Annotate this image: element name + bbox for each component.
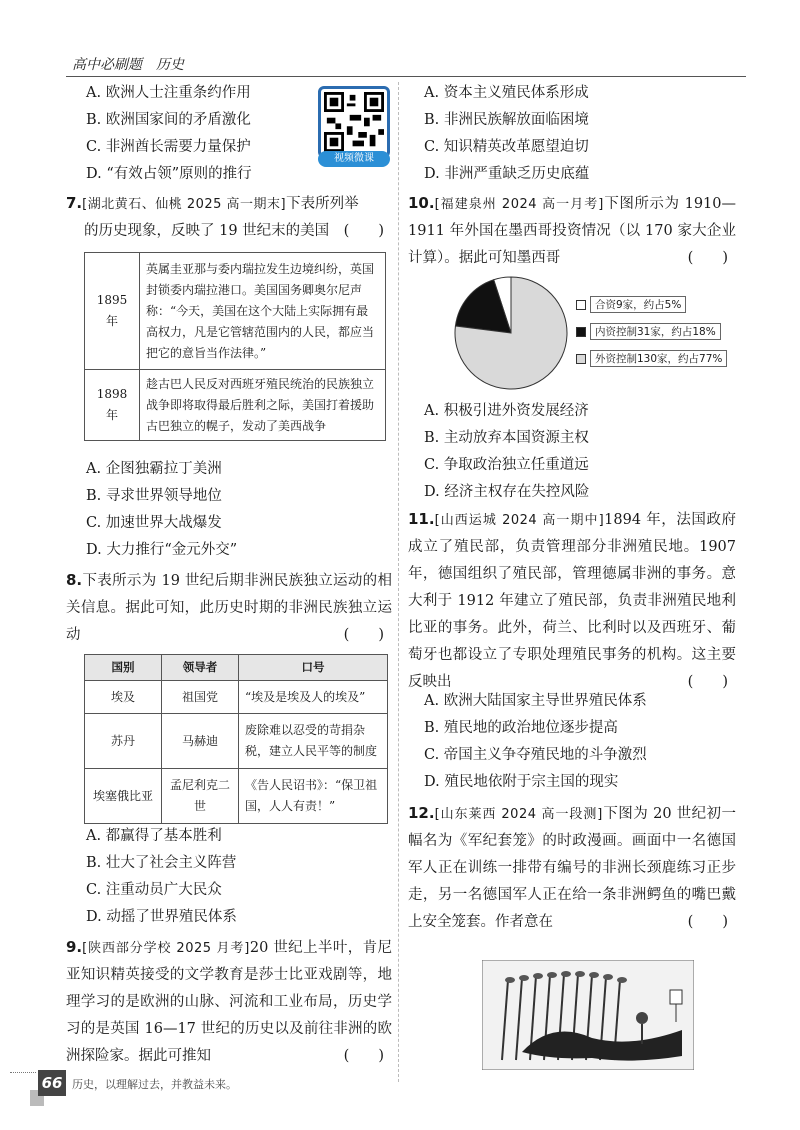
question-12 xyxy=(408,800,736,936)
question-11 xyxy=(408,506,736,696)
q10-option-a[interactable]: A. 积极引进外资发展经济 xyxy=(424,403,589,419)
q9-option-a[interactable]: A. 资本主义殖民体系形成 xyxy=(424,85,589,101)
q8-option-a[interactable]: A. 都赢得了基本胜利 xyxy=(86,828,222,844)
q11-option-b[interactable]: B. 殖民地的政治地位逐步提高 xyxy=(424,720,618,736)
table-row xyxy=(85,681,388,714)
table-header-row xyxy=(85,655,388,681)
q6-option-d-wrap xyxy=(86,161,252,188)
q8-number: 8. xyxy=(66,571,83,589)
q11-option-a[interactable]: A. 欧洲大陆国家主导世界殖民体系 xyxy=(424,693,647,709)
legend-swatch xyxy=(576,327,586,337)
investment-pie-chart xyxy=(452,274,570,392)
q7-option-d[interactable]: D. 大力推行“金元外交” xyxy=(86,542,238,558)
q12-text: 下图为 20 世纪初一幅名为《军纪套笼》的时政漫画。画面中一名德国军人正在训练一排带有编号的非洲长颈鹿练习正步走，另一名德国军人正在给一条非洲鳄鱼的嘴巴戴上安全笼套。作者意在 xyxy=(408,806,736,930)
q9-option-d[interactable]: D. 非洲严重缺乏历史底蕴 xyxy=(424,166,590,182)
q10-source: [福建泉州 2024 高一月考] xyxy=(434,197,604,212)
q8-text: 下表所示为 19 世纪后期非洲民族独立运动的相关信息。据此可知，此历史时期的非洲民族独立运动 xyxy=(66,573,392,643)
q8-header-slogan: 口号 xyxy=(239,655,388,681)
q12-source: [山东莱西 2024 高一段测] xyxy=(434,807,603,822)
table-row xyxy=(85,370,386,441)
page-number: 66 xyxy=(38,1070,66,1096)
q8-row1-leader: 祖国党 xyxy=(162,681,239,714)
legend-swatch xyxy=(576,354,586,364)
legend-swatch xyxy=(576,300,586,310)
q8-option-d[interactable]: D. 动摇了世界殖民体系 xyxy=(86,909,237,925)
cartoon-illustration xyxy=(482,960,694,1070)
footer-dots xyxy=(10,1072,36,1074)
q6-option-a[interactable]: A. 欧洲人士注重条约作用 xyxy=(86,85,251,101)
q7-text-line1: 下表所列举 xyxy=(286,196,359,212)
q8-answer-paren[interactable]: ( ) xyxy=(343,627,384,643)
question-8 xyxy=(66,567,392,649)
qr-video-label[interactable]: 视频微课 xyxy=(318,151,390,167)
q7-row1-year: 1895 年 xyxy=(85,253,140,370)
q11-number: 11. xyxy=(408,510,435,528)
q7-row1-content: 英属圭亚那与委内瑞拉发生边境纠纷，英国封锁委内瑞拉港口。美国国务卿奥尔尼声称：“今天，美国在这个大陆上实际拥有最高权力，凡是它管辖范围内的人民，都应当把它的意旨当作法律。” xyxy=(140,253,386,370)
q8-row2-slogan: 废除难以忍受的苛捐杂税，建立人民平等的制度 xyxy=(239,714,388,769)
q6-options xyxy=(86,80,312,161)
q10-number: 10. xyxy=(408,194,435,212)
q7-source: [湖北黄石、仙桃 2025 高一期末] xyxy=(82,197,287,212)
q9-number: 9. xyxy=(66,938,83,956)
column-divider xyxy=(398,82,399,1082)
q9-answer-paren[interactable]: ( ) xyxy=(343,1048,384,1064)
q6-option-b[interactable]: B. 欧洲国家间的矛盾激化 xyxy=(86,112,251,128)
q8-header-country: 国别 xyxy=(85,655,162,681)
footer-motto: 历史，以理解过去，并教益未来。 xyxy=(72,1078,237,1091)
q7-option-c[interactable]: C. 加速世界大战爆发 xyxy=(86,515,222,531)
q7-row2-year: 1898 年 xyxy=(85,370,140,441)
qr-code-icon xyxy=(324,92,384,152)
q11-text: 1894 年，法国政府成立了殖民部，负责管理部分非洲殖民地。1907 年，德国组织了殖民部，管理德属非洲的事务。意大利于 1912 年建立了殖民部，负责非洲殖民地利比亚的事务。此外，荷兰、比利时以及西班牙、葡萄牙也都设立了专职处理殖民事务的机构。这主要反映出 xyxy=(408,512,737,690)
q7-options xyxy=(86,456,237,564)
q10-options xyxy=(424,398,589,506)
table-row xyxy=(85,714,388,769)
q7-answer-paren[interactable]: ( ) xyxy=(343,223,384,239)
q9-option-c[interactable]: C. 知识精英改革愿望迫切 xyxy=(424,139,589,155)
q10-option-b[interactable]: B. 主动放弃本国资源主权 xyxy=(424,430,589,446)
q11-source: [山西运城 2024 高一期中] xyxy=(434,513,605,528)
header-rule xyxy=(66,76,746,77)
q8-row3-country: 埃塞俄比亚 xyxy=(85,769,162,824)
q7-option-a[interactable]: A. 企图独霸拉丁美洲 xyxy=(86,461,222,477)
q9-source: [陕西部分学校 2025 月考] xyxy=(82,941,250,956)
q8-option-b[interactable]: B. 壮大了社会主义阵营 xyxy=(86,855,237,871)
q10-text: 下图所示为 1910—1911 年外国在墨西哥投资情况（以 170 家大企业计算）。据此可知墨西哥 xyxy=(408,196,736,266)
q7-text-line2: 的历史现象，反映了 19 世纪末的美国 xyxy=(84,223,330,239)
q6-option-d[interactable]: D. “有效占领”原则的推行 xyxy=(86,166,252,182)
q8-table xyxy=(84,654,388,824)
table-row xyxy=(85,253,386,370)
q7-number: 7. xyxy=(66,194,83,212)
question-9 xyxy=(66,934,392,1070)
q10-option-d[interactable]: D. 经济主权存在失控风险 xyxy=(424,484,590,500)
q9-options xyxy=(424,80,589,188)
q8-option-c[interactable]: C. 注重动员广大民众 xyxy=(86,882,222,898)
q9-text: 20 世纪上半叶，肯尼亚知识精英接受的文学教育是莎士比亚戏剧等，地理学习的是欧洲的山脉、河流和工业布局，历史学习的是英国 16—17 世纪的历史以及前往非洲的欧洲探险家。据此可推知 xyxy=(66,940,392,1064)
q8-options xyxy=(86,823,237,931)
table-row xyxy=(85,769,388,824)
q8-row1-country: 埃及 xyxy=(85,681,162,714)
question-7 xyxy=(66,190,392,245)
q8-row2-leader: 马赫迪 xyxy=(162,714,239,769)
pie-slices xyxy=(455,277,567,389)
q7-table xyxy=(84,252,386,441)
q6-option-c[interactable]: C. 非洲酋长需要力量保护 xyxy=(86,139,251,155)
legend-foreign: 外资控制130家，约占77% xyxy=(590,350,727,367)
q7-row2-content: 趁古巴人民反对西班牙殖民统治的民族独立战争即将取得最后胜利之际，美国打着援助古巴独立的幌子，发动了美西战争 xyxy=(140,370,386,441)
legend-joint: 合资9家，约占5% xyxy=(590,296,686,313)
q11-answer-paren[interactable]: ( ) xyxy=(687,674,728,690)
q8-row3-slogan: 《告人民诏书》：“保卫祖国，人人有责！” xyxy=(239,769,388,824)
q11-option-d[interactable]: D. 殖民地依附于宗主国的现实 xyxy=(424,774,619,790)
q11-option-c[interactable]: C. 帝国主义争夺殖民地的斗争激烈 xyxy=(424,747,647,763)
question-10 xyxy=(408,190,736,272)
q7-option-b[interactable]: B. 寻求世界领导地位 xyxy=(86,488,222,504)
q10-option-c[interactable]: C. 争取政治独立任重道远 xyxy=(424,457,589,473)
q8-header-leader: 领导者 xyxy=(162,655,239,681)
q8-row2-country: 苏丹 xyxy=(85,714,162,769)
q12-answer-paren[interactable]: ( ) xyxy=(687,914,728,930)
header-title: 高中必刷题 历史 xyxy=(72,57,184,73)
q11-options xyxy=(424,688,647,796)
q9-option-b[interactable]: B. 非洲民族解放面临困境 xyxy=(424,112,589,128)
q12-number: 12. xyxy=(408,804,435,822)
q8-row1-slogan: “埃及是埃及人的埃及” xyxy=(239,681,388,714)
q8-row3-leader: 孟尼利克二世 xyxy=(162,769,239,824)
qr-code[interactable] xyxy=(318,86,390,158)
q10-answer-paren[interactable]: ( ) xyxy=(687,250,728,266)
legend-domestic: 内资控制31家，约占18% xyxy=(590,323,721,340)
